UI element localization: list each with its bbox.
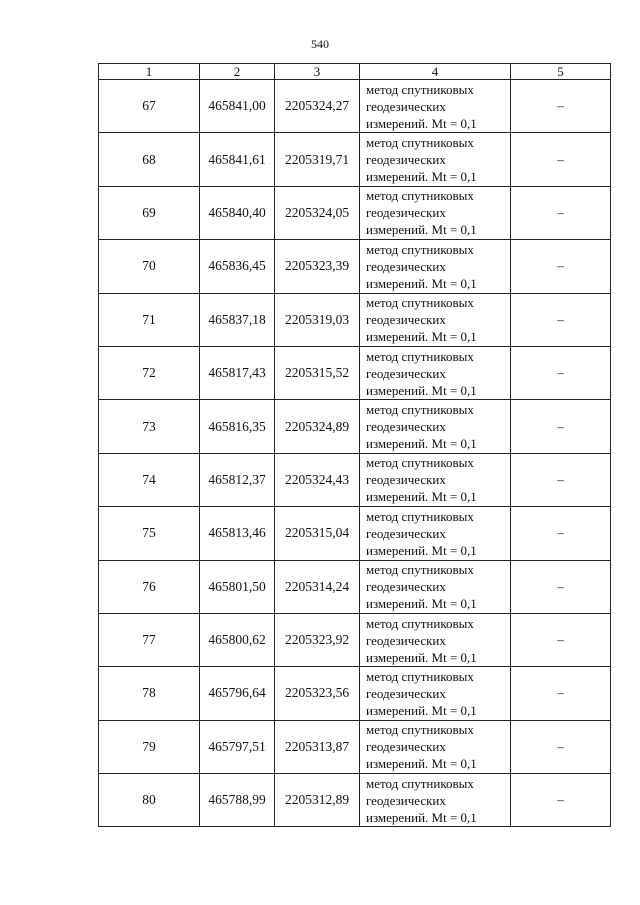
point-number-cell: 71 bbox=[99, 293, 200, 346]
x-coordinate-cell: 465836,45 bbox=[200, 240, 275, 293]
method-cell bbox=[360, 720, 511, 773]
method-line: измерений. Mt = 0,1 bbox=[366, 436, 477, 452]
table-row bbox=[99, 186, 611, 239]
method-cell bbox=[360, 400, 511, 453]
y-coordinate-cell: 2205319,03 bbox=[275, 293, 360, 346]
header-cell-5: 5 bbox=[511, 64, 611, 80]
method-cell bbox=[360, 774, 511, 827]
point-number-cell: 76 bbox=[99, 560, 200, 613]
method-line: геодезических bbox=[366, 579, 446, 595]
method-line: измерений. Mt = 0,1 bbox=[366, 596, 477, 612]
point-number-cell: 69 bbox=[99, 186, 200, 239]
x-coordinate-cell: 465816,35 bbox=[200, 400, 275, 453]
x-coordinate-cell: 465840,40 bbox=[200, 186, 275, 239]
y-coordinate-cell: 2205312,89 bbox=[275, 774, 360, 827]
method-cell bbox=[360, 133, 511, 186]
table-row bbox=[99, 400, 611, 453]
note-cell: – bbox=[511, 80, 611, 133]
x-coordinate-cell: 465797,51 bbox=[200, 720, 275, 773]
point-number-cell: 68 bbox=[99, 133, 200, 186]
note-cell: – bbox=[511, 133, 611, 186]
method-line: геодезических bbox=[366, 632, 446, 648]
method-line: измерений. Mt = 0,1 bbox=[366, 115, 477, 131]
method-line: измерений. Mt = 0,1 bbox=[366, 222, 477, 238]
method-line: геодезических bbox=[366, 525, 446, 541]
x-coordinate-cell: 465813,46 bbox=[200, 507, 275, 560]
x-coordinate-cell: 465796,64 bbox=[200, 667, 275, 720]
method-cell bbox=[360, 507, 511, 560]
point-number-cell: 72 bbox=[99, 346, 200, 399]
coordinates-table bbox=[98, 63, 611, 827]
method-line: геодезических bbox=[366, 205, 446, 221]
table-row bbox=[99, 133, 611, 186]
method-line: метод спутниковых bbox=[366, 615, 474, 631]
method-line: геодезических bbox=[366, 792, 446, 808]
y-coordinate-cell: 2205314,24 bbox=[275, 560, 360, 613]
method-line: геодезических bbox=[366, 739, 446, 755]
method-line: метод спутниковых bbox=[366, 295, 474, 311]
point-number-cell: 78 bbox=[99, 667, 200, 720]
point-number-cell: 75 bbox=[99, 507, 200, 560]
note-cell: – bbox=[511, 507, 611, 560]
y-coordinate-cell: 2205315,52 bbox=[275, 346, 360, 399]
method-line: метод спутниковых bbox=[366, 81, 474, 97]
method-line: измерений. Mt = 0,1 bbox=[366, 275, 477, 291]
note-cell: – bbox=[511, 667, 611, 720]
method-line: измерений. Mt = 0,1 bbox=[366, 702, 477, 718]
method-line: метод спутниковых bbox=[366, 775, 474, 791]
method-line: метод спутниковых bbox=[366, 508, 474, 524]
method-line: измерений. Mt = 0,1 bbox=[366, 756, 477, 772]
y-coordinate-cell: 2205323,39 bbox=[275, 240, 360, 293]
method-cell bbox=[360, 80, 511, 133]
point-number-cell: 79 bbox=[99, 720, 200, 773]
point-number-cell: 80 bbox=[99, 774, 200, 827]
y-coordinate-cell: 2205315,04 bbox=[275, 507, 360, 560]
point-number-cell: 67 bbox=[99, 80, 200, 133]
table-row bbox=[99, 346, 611, 399]
method-line: геодезических bbox=[366, 685, 446, 701]
method-line: метод спутниковых bbox=[366, 668, 474, 684]
table-row bbox=[99, 667, 611, 720]
method-line: метод спутниковых bbox=[366, 455, 474, 471]
point-number-cell: 70 bbox=[99, 240, 200, 293]
x-coordinate-cell: 465800,62 bbox=[200, 613, 275, 666]
method-line: геодезических bbox=[366, 152, 446, 168]
x-coordinate-cell: 465841,61 bbox=[200, 133, 275, 186]
table-row bbox=[99, 774, 611, 827]
table-row bbox=[99, 293, 611, 346]
y-coordinate-cell: 2205323,56 bbox=[275, 667, 360, 720]
method-line: метод спутниковых bbox=[366, 562, 474, 578]
x-coordinate-cell: 465801,50 bbox=[200, 560, 275, 613]
point-number-cell: 73 bbox=[99, 400, 200, 453]
method-cell bbox=[360, 613, 511, 666]
x-coordinate-cell: 465788,99 bbox=[200, 774, 275, 827]
note-cell: – bbox=[511, 720, 611, 773]
method-line: геодезических bbox=[366, 258, 446, 274]
table-row bbox=[99, 720, 611, 773]
method-line: измерений. Mt = 0,1 bbox=[366, 809, 477, 825]
note-cell: – bbox=[511, 453, 611, 506]
note-cell: – bbox=[511, 240, 611, 293]
y-coordinate-cell: 2205324,05 bbox=[275, 186, 360, 239]
method-cell bbox=[360, 186, 511, 239]
note-cell: – bbox=[511, 613, 611, 666]
method-cell bbox=[360, 346, 511, 399]
method-line: измерений. Mt = 0,1 bbox=[366, 382, 477, 398]
header-cell-3: 3 bbox=[275, 64, 360, 80]
method-cell bbox=[360, 293, 511, 346]
method-line: метод спутниковых bbox=[366, 241, 474, 257]
header-cell-1: 1 bbox=[99, 64, 200, 80]
y-coordinate-cell: 2205324,27 bbox=[275, 80, 360, 133]
method-line: метод спутниковых bbox=[366, 722, 474, 738]
note-cell: – bbox=[511, 346, 611, 399]
x-coordinate-cell: 465837,18 bbox=[200, 293, 275, 346]
method-line: геодезических bbox=[366, 472, 446, 488]
x-coordinate-cell: 465841,00 bbox=[200, 80, 275, 133]
point-number-cell: 74 bbox=[99, 453, 200, 506]
method-line: метод спутниковых bbox=[366, 188, 474, 204]
header-row bbox=[99, 64, 611, 80]
table-row bbox=[99, 507, 611, 560]
table-row bbox=[99, 453, 611, 506]
method-line: измерений. Mt = 0,1 bbox=[366, 329, 477, 345]
table-row bbox=[99, 240, 611, 293]
table-header bbox=[99, 64, 611, 80]
x-coordinate-cell: 465817,43 bbox=[200, 346, 275, 399]
table-row bbox=[99, 80, 611, 133]
method-line: геодезических bbox=[366, 419, 446, 435]
method-line: геодезических bbox=[366, 98, 446, 114]
method-line: измерений. Mt = 0,1 bbox=[366, 649, 477, 665]
note-cell: – bbox=[511, 293, 611, 346]
note-cell: – bbox=[511, 400, 611, 453]
method-line: измерений. Mt = 0,1 bbox=[366, 489, 477, 505]
method-line: измерений. Mt = 0,1 bbox=[366, 169, 477, 185]
method-cell bbox=[360, 667, 511, 720]
y-coordinate-cell: 2205324,43 bbox=[275, 453, 360, 506]
point-number-cell: 77 bbox=[99, 613, 200, 666]
y-coordinate-cell: 2205319,71 bbox=[275, 133, 360, 186]
y-coordinate-cell: 2205324,89 bbox=[275, 400, 360, 453]
table-row bbox=[99, 613, 611, 666]
method-line: метод спутниковых bbox=[366, 402, 474, 418]
method-line: геодезических bbox=[366, 365, 446, 381]
note-cell: – bbox=[511, 774, 611, 827]
method-line: метод спутниковых bbox=[366, 135, 474, 151]
page-number: 540 bbox=[311, 37, 329, 51]
method-line: геодезических bbox=[366, 312, 446, 328]
table-row bbox=[99, 560, 611, 613]
y-coordinate-cell: 2205313,87 bbox=[275, 720, 360, 773]
method-cell bbox=[360, 240, 511, 293]
header-cell-2: 2 bbox=[200, 64, 275, 80]
header-cell-4: 4 bbox=[360, 64, 511, 80]
y-coordinate-cell: 2205323,92 bbox=[275, 613, 360, 666]
method-line: метод спутниковых bbox=[366, 348, 474, 364]
method-line: измерений. Mt = 0,1 bbox=[366, 542, 477, 558]
method-cell bbox=[360, 453, 511, 506]
x-coordinate-cell: 465812,37 bbox=[200, 453, 275, 506]
note-cell: – bbox=[511, 186, 611, 239]
note-cell: – bbox=[511, 560, 611, 613]
table-body bbox=[99, 80, 611, 827]
method-cell bbox=[360, 560, 511, 613]
